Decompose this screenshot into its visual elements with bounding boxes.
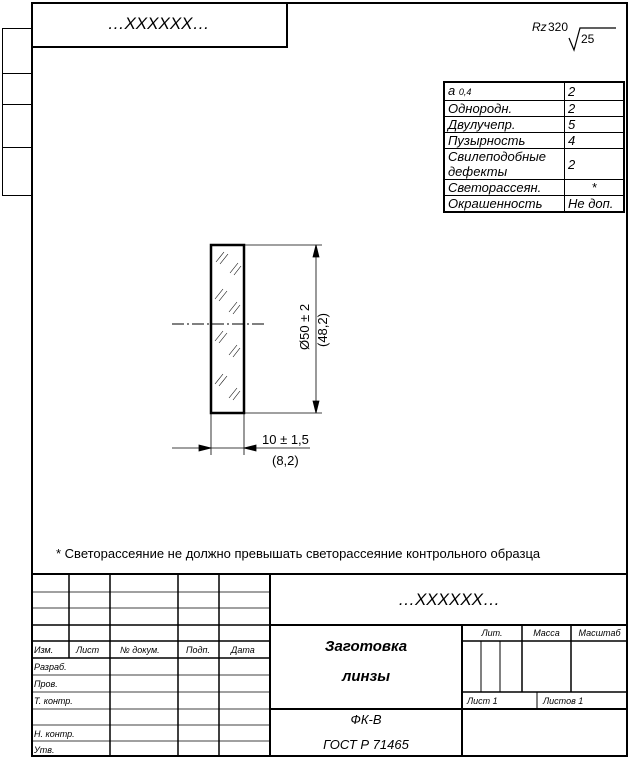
col-header-list: Лист	[76, 645, 100, 655]
col-header-doc-number: № докум.	[120, 645, 160, 655]
drawing-note: * Светорассеяние не должно превышать светорассеяние контрольного образца	[56, 546, 541, 561]
property-key-subscript: 0,4	[458, 87, 472, 97]
material-label: ФК-В	[350, 712, 382, 727]
property-value: *	[565, 180, 625, 196]
col-header-signature: Подп.	[186, 645, 210, 655]
row-label-developed: Разраб.	[34, 662, 67, 672]
part-name-line2: линзы	[341, 668, 391, 685]
thickness-reference-label: (8,2)	[272, 453, 299, 468]
row-label-norm-control: Н. контр.	[34, 729, 75, 739]
mass-header: Масса	[533, 628, 560, 638]
property-key: Окрашенность	[444, 196, 565, 213]
title-block-designation: …XXXXXX…	[397, 589, 501, 609]
col-header-date: Дата	[231, 645, 255, 655]
scale-header: Масштаб	[578, 628, 621, 638]
property-key-main: a	[448, 83, 459, 98]
property-value: 4	[565, 133, 625, 149]
property-value: 2	[565, 149, 625, 180]
roughness-prefix: Rz	[532, 20, 547, 34]
property-key: Светорассеян.	[444, 180, 565, 196]
diameter-reference-label: (48,2)	[315, 313, 330, 347]
property-key: Свилеподобные дефекты	[444, 149, 565, 180]
standard-label: ГОСТ Р 71465	[323, 737, 409, 752]
row-label-checked: Пров.	[34, 679, 58, 689]
roughness-base: 25	[581, 32, 595, 46]
row-label-tech-control: Т. контр.	[34, 696, 73, 706]
col-header-izm: Изм.	[34, 645, 54, 655]
property-key: Двулучепр.	[444, 117, 565, 133]
diameter-label: Ø50 ± 2	[297, 303, 312, 350]
top-designation-text: …XXXXXX…	[107, 14, 210, 33]
property-value: 2	[565, 82, 625, 101]
sheets-total-label: Листов 1	[543, 696, 584, 706]
part-name-line1: Заготовка	[324, 638, 408, 655]
row-label-approved: Утв.	[34, 745, 55, 755]
property-key: Пузырность	[444, 133, 565, 149]
roughness-value: 320	[548, 20, 569, 34]
lit-header: Лит.	[481, 628, 503, 638]
property-value: 5	[565, 117, 625, 133]
thickness-label: 10 ± 1,5	[262, 432, 309, 447]
property-value: Не доп.	[565, 196, 625, 213]
sheet-label: Лист 1	[467, 696, 498, 706]
property-value: 2	[565, 101, 625, 117]
property-key: Однородн.	[444, 101, 565, 117]
